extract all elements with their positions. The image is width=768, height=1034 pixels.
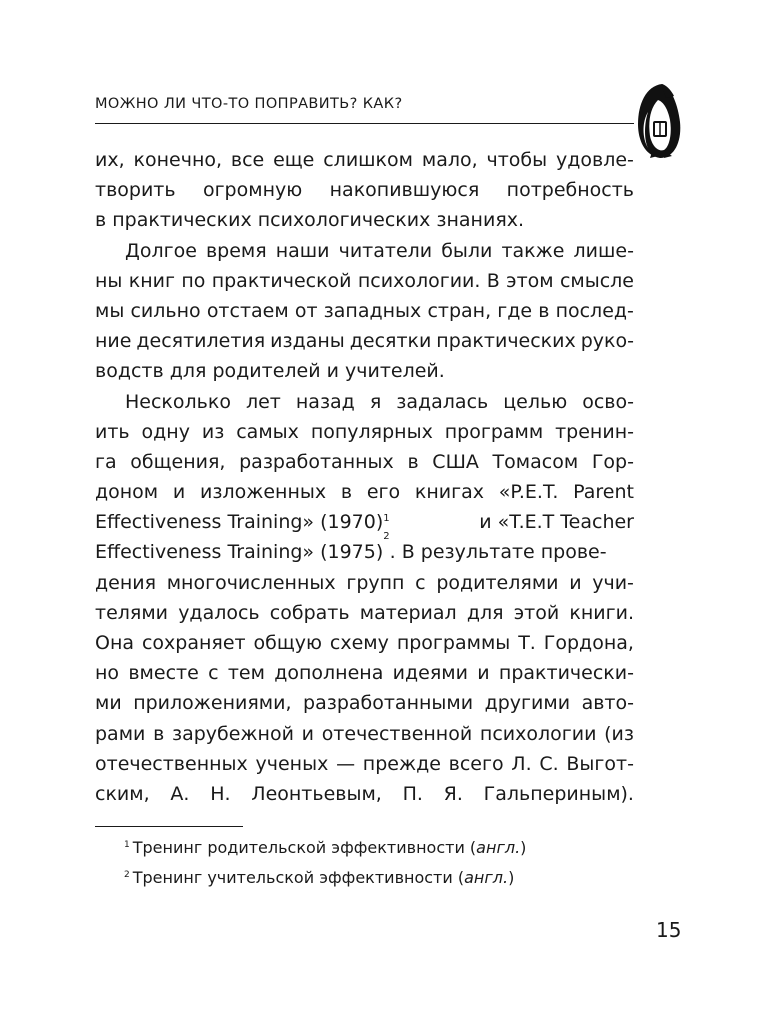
word: П.: [402, 782, 423, 805]
word: его: [366, 481, 401, 504]
word: психологии: [479, 722, 597, 745]
word: программы: [396, 632, 511, 654]
word: были: [441, 239, 493, 262]
word: лише-: [573, 239, 634, 262]
text-line: [95, 145, 634, 175]
text-line: [95, 175, 634, 205]
word: отечественной: [321, 722, 473, 745]
word: всего: [448, 752, 504, 775]
text-line: в практических психологических знаниях.: [95, 209, 525, 232]
word: Леонтьевым,: [251, 782, 382, 805]
word: собрать: [269, 601, 350, 624]
header-rule: [95, 123, 634, 124]
text-line: [95, 719, 634, 749]
word: накопившуюся: [329, 179, 480, 202]
word: ученых: [255, 752, 329, 775]
text-line: Effectiveness Training» $(1970)^1$ и «T.E.T Teacher: [95, 511, 634, 534]
word: удовле-: [556, 149, 634, 171]
text-line: [95, 296, 634, 326]
word: наши: [275, 239, 330, 262]
word: с: [208, 662, 219, 685]
word: зарубежной: [171, 722, 294, 745]
word: Н.: [210, 782, 231, 805]
word: назад: [295, 390, 355, 413]
text-line: [95, 749, 634, 779]
word: в: [340, 481, 353, 504]
running-title: МОЖНО ЛИ ЧТО-ТО ПОПРАВИТЬ? КАК?: [95, 96, 403, 112]
text-line: [95, 628, 634, 658]
word: их,: [95, 149, 125, 171]
text-line: [95, 417, 634, 447]
word: (из: [604, 722, 634, 745]
word: тренин-: [555, 420, 634, 443]
word: Гордона,: [543, 632, 634, 654]
footnote-ref: 1: [383, 513, 390, 525]
word: приложениями,: [133, 692, 292, 715]
text-line: [95, 658, 634, 688]
word: отечественных: [95, 752, 248, 775]
word: время: [205, 239, 267, 262]
word: изданы: [270, 330, 345, 353]
word: авто-: [581, 692, 634, 715]
page-number: 15: [656, 918, 682, 942]
word: другими: [484, 692, 571, 715]
word: ны: [95, 269, 123, 292]
word: я: [369, 390, 382, 413]
text-line: [95, 688, 634, 718]
word: многочисленных: [166, 571, 336, 594]
word: все: [230, 149, 265, 171]
word: сохраняет: [141, 632, 246, 654]
text-line: [95, 568, 634, 598]
word: Т.: [518, 632, 536, 654]
word: общения,: [130, 450, 226, 473]
word: из: [201, 420, 225, 443]
word: телями: [95, 601, 169, 624]
word: книг: [128, 269, 175, 292]
footnote-rule: [95, 826, 243, 827]
word: популярных: [310, 420, 433, 443]
word: Выгот-: [566, 752, 634, 775]
word: отстаем: [206, 299, 289, 322]
word: рами: [95, 722, 146, 745]
word: Л.: [511, 752, 532, 775]
word: чтобы: [486, 149, 548, 171]
word: А.: [170, 782, 190, 805]
word: программ: [444, 420, 544, 443]
word: удалось: [178, 601, 260, 624]
word: в: [407, 450, 419, 473]
word: лет: [245, 390, 281, 413]
word: руко-: [580, 330, 634, 353]
word: прежде: [362, 752, 441, 775]
word: доном: [95, 481, 159, 504]
word: слишком: [323, 149, 413, 171]
word: для: [466, 601, 504, 624]
footnote-1: $^1$ Тренинг родительской эффективности (англ.): [124, 838, 527, 857]
word: схему: [329, 632, 389, 654]
word: десятки: [349, 330, 432, 353]
word: творить: [95, 179, 176, 202]
word: в: [153, 722, 165, 745]
word: западных: [323, 299, 422, 322]
word: читатели: [338, 239, 433, 262]
footnote-2: $^2$ Тренинг учительской эффективности (англ.): [124, 868, 515, 887]
word: и: [569, 571, 582, 594]
word: и: [172, 481, 186, 504]
penguin-logo-icon: [632, 82, 684, 160]
word: —: [336, 752, 356, 775]
text-line: [95, 447, 634, 477]
word: стран,: [427, 299, 492, 322]
text-line: [95, 326, 634, 356]
word: конечно,: [133, 149, 223, 171]
body-text: [95, 145, 634, 809]
word: где: [497, 299, 533, 322]
word: но: [95, 662, 120, 685]
word: и: [477, 662, 490, 685]
word: разработанными: [303, 692, 474, 715]
word: этой: [513, 601, 560, 624]
word: тем: [227, 662, 265, 685]
word: от: [294, 299, 318, 322]
word: ми: [95, 692, 122, 715]
word: Долгое: [125, 239, 197, 262]
word: и: [301, 722, 314, 745]
word: общую: [253, 632, 322, 654]
word: практической: [211, 269, 352, 292]
word: потребность: [506, 179, 634, 202]
text-line: водств для родителей и учителей.: [95, 360, 445, 383]
word: огромную: [202, 179, 303, 202]
word: осво-: [582, 390, 634, 413]
text-line: [95, 387, 634, 417]
word: идеями: [392, 662, 468, 685]
word: ским,: [95, 782, 150, 805]
word: Несколько: [125, 390, 231, 413]
word: мы: [95, 299, 125, 322]
word: самых: [236, 420, 299, 443]
word: задалась: [396, 390, 489, 413]
word: дения: [95, 571, 157, 594]
text-line: [95, 266, 634, 296]
text-line: [95, 598, 634, 628]
word: по: [181, 269, 206, 292]
word: психологии.: [357, 269, 481, 292]
text-line: [95, 779, 634, 809]
word: «P.E.T.: [498, 481, 559, 504]
word: ить: [95, 420, 130, 443]
word: практических: [436, 330, 576, 353]
word: изложенных: [200, 481, 327, 504]
text-line: [95, 477, 634, 507]
word: книгах: [414, 481, 485, 504]
word: материал: [359, 601, 457, 624]
text-line: Effectiveness Training» (1975) 2 . В результате прове-: [95, 537, 634, 567]
text-line: [95, 236, 634, 266]
word: в: [538, 299, 550, 322]
word: Она: [95, 632, 135, 654]
word: послед-: [555, 299, 634, 322]
word: разработанных: [239, 450, 394, 473]
footnote-ref: 2: [383, 531, 390, 543]
word: родителями: [436, 571, 559, 594]
word: вместе: [128, 662, 199, 685]
word: целью: [503, 390, 568, 413]
word: книги.: [569, 601, 634, 624]
word: США: [432, 450, 479, 473]
word: мало,: [421, 149, 478, 171]
word: ние: [95, 330, 132, 353]
word: практически-: [498, 662, 634, 685]
word: га: [95, 450, 117, 473]
word: Гальпериным).: [483, 782, 634, 805]
word: еще: [273, 149, 315, 171]
word: одну: [141, 420, 190, 443]
word: Parent: [573, 481, 634, 504]
word: Томасом: [492, 450, 579, 473]
word: смысле: [559, 269, 634, 292]
word: сильно: [130, 299, 201, 322]
word: Я.: [443, 782, 463, 805]
word: В: [486, 269, 500, 292]
word: групп: [346, 571, 405, 594]
word: дополнена: [274, 662, 384, 685]
word: также: [501, 239, 565, 262]
word: десятилетия: [136, 330, 266, 353]
word: С.: [539, 752, 559, 775]
word: с: [415, 571, 426, 594]
word: Гор-: [591, 450, 634, 473]
word: этом: [506, 269, 554, 292]
word: учи-: [592, 571, 634, 594]
